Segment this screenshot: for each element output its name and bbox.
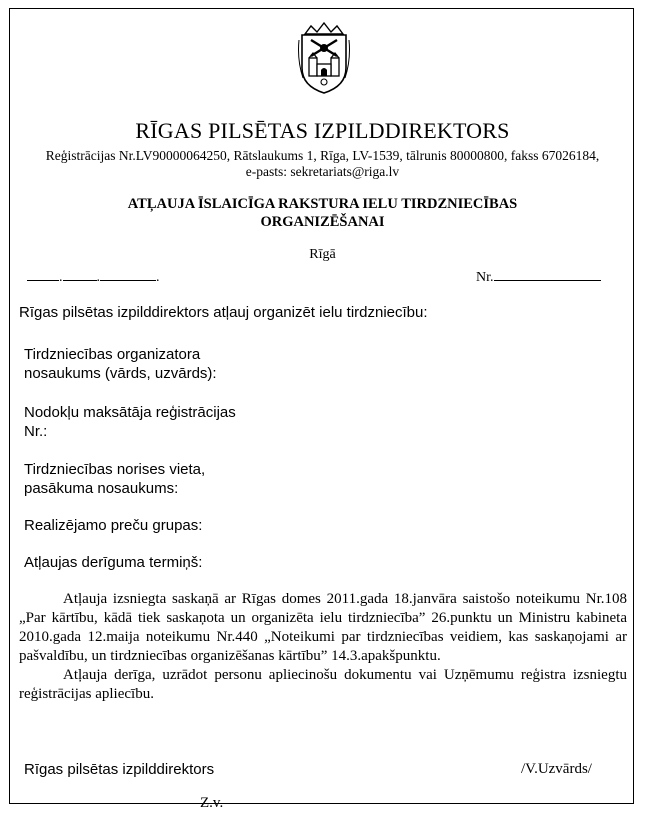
date-year-blank bbox=[100, 267, 156, 281]
taxpayer-label-line-2: Nr.: bbox=[24, 423, 48, 440]
document-title-line-1: ATĻAUJA ĪSLAICĪGA RAKSTURA IELU TIRDZNIECĪBAS bbox=[127, 196, 518, 212]
date-separator: . bbox=[59, 270, 63, 285]
number-blank bbox=[494, 267, 601, 281]
taxpayer-label-line-1: Nodokļu maksātāja reģistrācijas bbox=[24, 404, 236, 421]
date-day-blank bbox=[27, 267, 59, 281]
location-field bbox=[24, 460, 205, 498]
location-label-line-2: pasākuma nosaukums: bbox=[24, 480, 179, 497]
issue-place: Rīgā bbox=[309, 247, 336, 262]
taxpayer-field bbox=[24, 403, 236, 441]
number-label: Nr. bbox=[476, 270, 494, 285]
date-line bbox=[27, 267, 160, 286]
legal-basis-paragraph: Atļauja izsniegta saskaņā ar Rīgas domes 2011.gada 18.janvāra saistošo noteikumu Nr.108 „Par kārtību, kādā tiek saskaņota un organizēta ielu tirdzniecība” 26.punktu un Ministru kabineta 2010.gada 12.maija noteikumu Nr.440 „Noteikumi par tirdzniecības veidiem, kas saskaņojami ar pašvaldību, un tirdzniecības organizēšanas kārtību” 14.3.apakšpunktu. bbox=[19, 591, 627, 664]
seal-placeholder: Z.v. bbox=[200, 795, 224, 811]
validity-field: Atļaujas derīguma termiņš: bbox=[24, 554, 203, 571]
organizer-label-line-2: nosaukums (vārds, uzvārds): bbox=[24, 365, 217, 382]
signature-position: Rīgas pilsētas izpilddirektors bbox=[24, 761, 215, 778]
signature-name: /V.Uzvārds/ bbox=[521, 761, 592, 777]
document-title-line-2: ORGANIZĒŠANAI bbox=[260, 214, 385, 230]
validity-condition-paragraph: Atļauja derīga, uzrādot personu apliecinošu dokumentu vai Uzņēmumu reģistra izsniegtu reģistrācijas apliecību. bbox=[19, 667, 627, 702]
address-line-2: e-pasts: sekretariats@riga.lv bbox=[245, 164, 400, 179]
date-separator: . bbox=[156, 270, 160, 285]
intro-text: Rīgas pilsētas izpilddirektors atļauj organizēt ielu tirdzniecību: bbox=[19, 304, 428, 321]
organizer-label-line-1: Tirdzniecības organizatora bbox=[24, 346, 201, 363]
address-line-1: Reģistrācijas Nr.LV90000064250, Rātslaukums 1, Rīga, LV-1539, tālrunis 80000800, fakss 67026184, bbox=[45, 148, 600, 163]
goods-field: Realizējamo preču grupas: bbox=[24, 517, 203, 534]
organizer-field bbox=[24, 345, 217, 383]
location-label-line-1: Tirdzniecības norises vieta, bbox=[24, 461, 206, 478]
organization-title: RĪGAS PILSĒTAS IZPILDDIREKTORS bbox=[135, 118, 510, 143]
number-line bbox=[476, 267, 601, 286]
date-month-blank bbox=[63, 267, 97, 281]
riga-crest-icon bbox=[297, 20, 351, 96]
legal-basis-text bbox=[19, 590, 627, 704]
date-separator: . bbox=[96, 270, 100, 285]
